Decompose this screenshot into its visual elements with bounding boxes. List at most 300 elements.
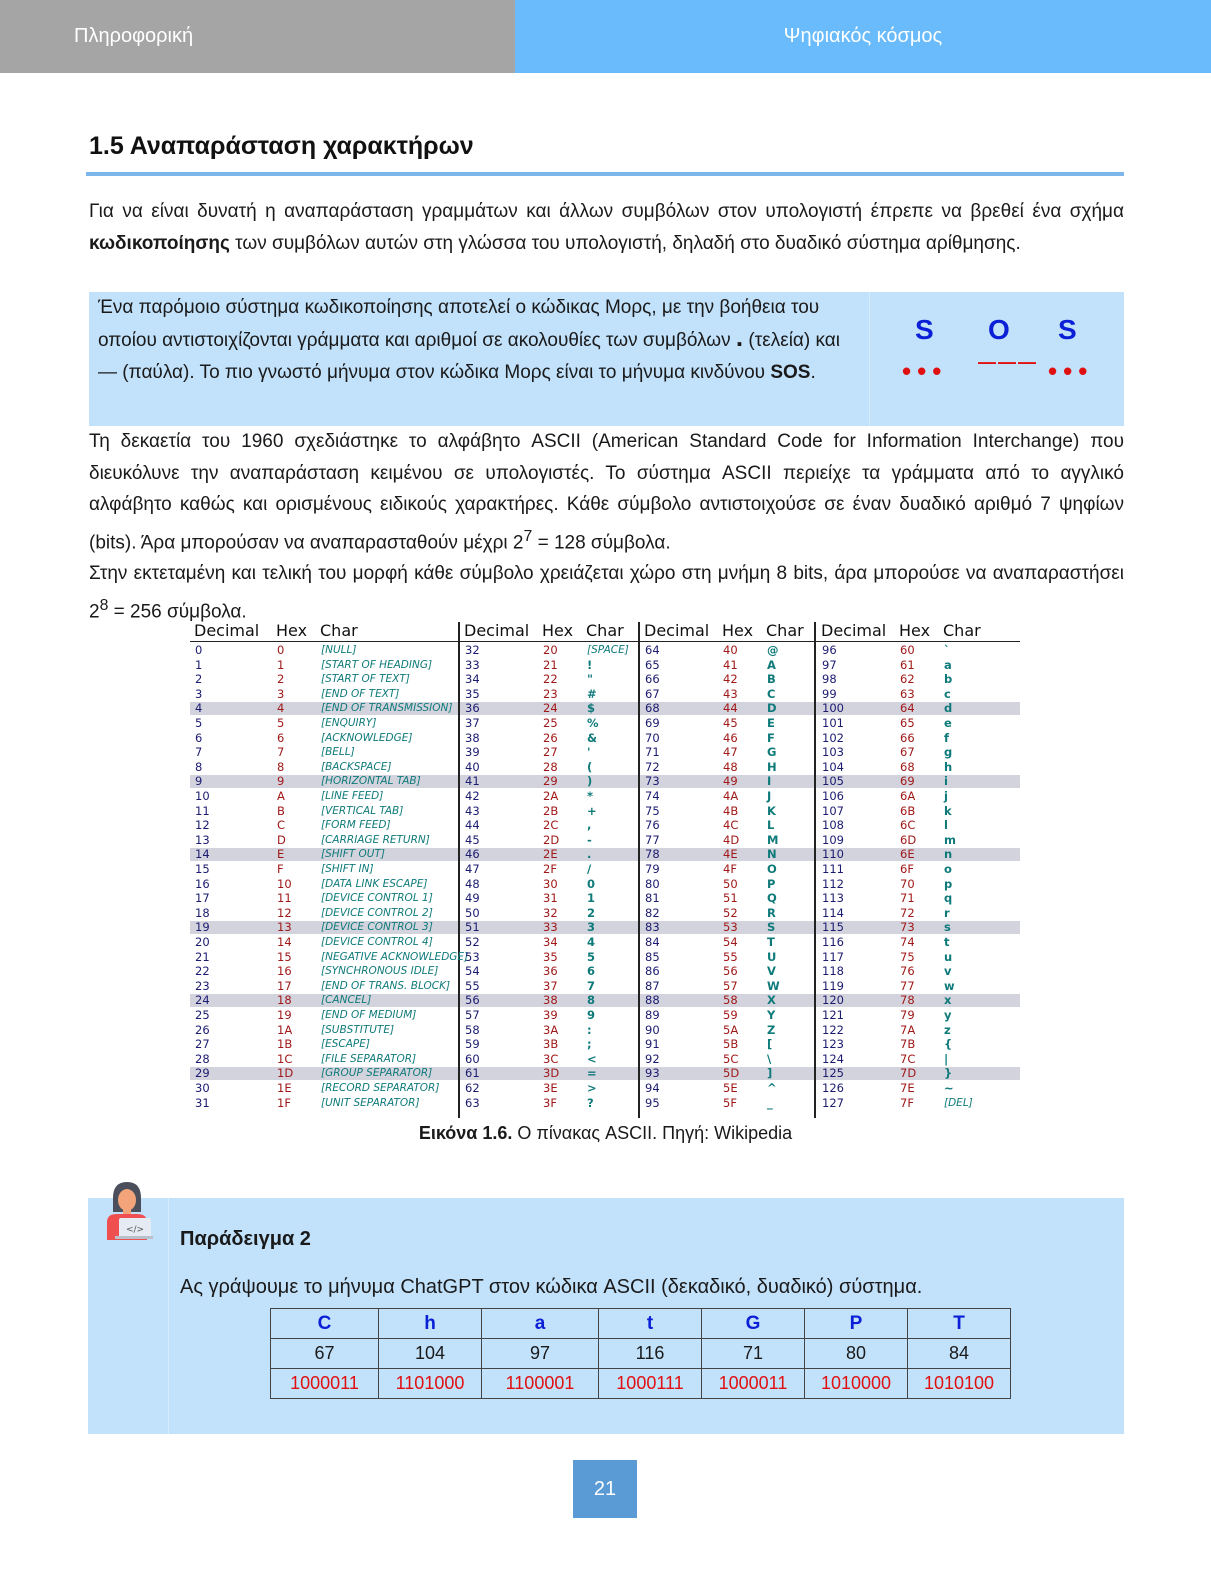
hex-cell: 41 bbox=[723, 657, 738, 672]
hex-cell: 6C bbox=[900, 818, 916, 833]
decimal-cell: 51 bbox=[465, 920, 480, 935]
char-cell: f bbox=[944, 730, 950, 745]
decimal-cell: 22 bbox=[195, 964, 210, 979]
hex-cell: 1 bbox=[277, 657, 285, 672]
hex-cell: 73 bbox=[900, 920, 915, 935]
decimal-cell: 72 bbox=[645, 759, 660, 774]
decimal-cell: 54 bbox=[465, 964, 480, 979]
hex-cell: B bbox=[277, 803, 285, 818]
hex-cell: 4A bbox=[723, 789, 739, 803]
hex-cell: 59 bbox=[723, 1008, 738, 1022]
hex-cell: 70 bbox=[900, 876, 915, 891]
decimal-cell: 41 bbox=[465, 774, 480, 789]
decimal-cell: 97 bbox=[482, 1339, 599, 1369]
hex-cell: 65 bbox=[900, 716, 915, 730]
decimal-cell: 96 bbox=[822, 643, 837, 657]
decimal-cell: 28 bbox=[195, 1051, 210, 1066]
ascii-row bbox=[195, 804, 465, 819]
char-cell: 2 bbox=[587, 905, 596, 920]
char-cell: | bbox=[944, 1051, 949, 1066]
decimal-cell: 52 bbox=[465, 935, 480, 949]
ascii-row bbox=[465, 658, 643, 673]
decimal-cell: 92 bbox=[645, 1051, 660, 1066]
math-base: 2 bbox=[89, 601, 100, 623]
decimal-cell: 25 bbox=[195, 1008, 210, 1022]
ascii-row bbox=[822, 1052, 1000, 1067]
text: των συμβόλων αυτών στη γλώσσα του υπολογιστή, δηλαδή στο δυαδικό σύστημα αρίθμησης. bbox=[229, 232, 1021, 254]
decimal-cell: 11 bbox=[195, 803, 210, 818]
char-cell: Z bbox=[767, 1022, 776, 1037]
hex-cell: 2A bbox=[543, 789, 559, 803]
ascii-row bbox=[645, 731, 823, 746]
char-cell: [NEGATIVE ACKNOWLEDGE] bbox=[321, 950, 469, 963]
decimal-cell: 90 bbox=[645, 1022, 660, 1037]
hex-cell: 5D bbox=[723, 1066, 740, 1081]
ascii-row bbox=[195, 745, 465, 760]
char-cell: [DEVICE CONTROL 1] bbox=[321, 892, 433, 905]
decimal-cell: 67 bbox=[645, 686, 660, 701]
header-hex: Hex bbox=[542, 621, 574, 640]
decimal-cell: 104 bbox=[379, 1339, 482, 1369]
decimal-cell: 97 bbox=[822, 657, 837, 672]
binary-cell: 1000011 bbox=[271, 1369, 379, 1399]
decimal-cell: 82 bbox=[645, 905, 660, 920]
char-cell: k bbox=[944, 803, 952, 818]
ascii-row bbox=[822, 672, 1000, 687]
ascii-row bbox=[822, 643, 1000, 658]
ascii-row bbox=[822, 906, 1000, 921]
char-cell: 7 bbox=[587, 978, 596, 993]
hex-cell: 15 bbox=[277, 949, 292, 964]
hex-cell: 44 bbox=[723, 701, 738, 716]
ascii-row bbox=[645, 979, 823, 994]
ascii-column-header bbox=[194, 622, 464, 640]
ascii-row bbox=[465, 993, 643, 1008]
header-char: Char bbox=[766, 621, 804, 640]
decimal-cell: 69 bbox=[645, 716, 660, 730]
decimal-cell: 36 bbox=[465, 701, 480, 716]
decimal-cell: 35 bbox=[465, 686, 480, 701]
decimal-cell: 61 bbox=[465, 1066, 480, 1081]
hex-cell: 37 bbox=[543, 978, 558, 993]
char-cell: ) bbox=[587, 774, 593, 789]
ascii-column-header bbox=[821, 622, 999, 640]
char-cell: [BACKSPACE] bbox=[321, 760, 392, 773]
hex-cell: 7 bbox=[277, 745, 285, 760]
decimal-cell: 4 bbox=[195, 701, 203, 716]
hex-cell: 28 bbox=[543, 759, 558, 774]
decimal-cell: 115 bbox=[822, 920, 844, 935]
decimal-cell: 16 bbox=[195, 876, 210, 891]
hex-cell: 17 bbox=[277, 978, 292, 993]
char-cell: < bbox=[587, 1051, 597, 1066]
chatgpt-ascii-table bbox=[270, 1308, 1011, 1399]
char-cell: 3 bbox=[587, 920, 596, 935]
decimal-cell: 80 bbox=[645, 876, 660, 891]
decimal-cell: 87 bbox=[645, 978, 660, 993]
char-cell: [END OF TRANSMISSION] bbox=[321, 702, 453, 715]
decimal-cell: 106 bbox=[822, 789, 844, 803]
ascii-row bbox=[645, 1096, 823, 1111]
char-cell: l bbox=[944, 818, 948, 833]
decimal-cell: 80 bbox=[805, 1339, 908, 1369]
hex-cell: 66 bbox=[900, 730, 915, 745]
char-cell: g bbox=[944, 745, 953, 760]
decimal-cell: 104 bbox=[822, 759, 844, 774]
char-cell: ( bbox=[587, 759, 593, 774]
header-subject: Πληροφορική bbox=[0, 0, 515, 73]
char-cell: [GROUP SEPARATOR] bbox=[321, 1067, 433, 1080]
ascii-row bbox=[822, 804, 1000, 819]
ascii-row bbox=[195, 716, 465, 731]
decimal-cell: 49 bbox=[465, 891, 480, 906]
decimal-cell: 14 bbox=[195, 847, 210, 862]
hex-cell: 6F bbox=[900, 862, 914, 876]
decimal-cell: 17 bbox=[195, 891, 210, 906]
hex-cell: 34 bbox=[543, 935, 558, 949]
binary-cell: 1010000 bbox=[805, 1369, 908, 1399]
hex-cell: 7F bbox=[900, 1095, 914, 1110]
char-cell: [NULL] bbox=[321, 644, 357, 656]
ascii-row bbox=[645, 1023, 823, 1038]
hex-cell: 2D bbox=[543, 832, 560, 847]
decimal-cell: 109 bbox=[822, 832, 844, 847]
char-cell: [SPACE] bbox=[587, 644, 629, 656]
hex-cell: 31 bbox=[543, 891, 558, 906]
dot-symbol: . bbox=[735, 321, 744, 352]
decimal-cell: 50 bbox=[465, 905, 480, 920]
ascii-row bbox=[195, 731, 465, 746]
morse-info-box bbox=[89, 292, 1124, 426]
ascii-row bbox=[822, 891, 1000, 906]
ascii-row bbox=[645, 745, 823, 760]
ascii-row bbox=[195, 877, 465, 892]
ascii-row bbox=[465, 804, 643, 819]
decimal-cell: 0 bbox=[195, 643, 203, 657]
char-cell: C bbox=[767, 686, 776, 701]
decimal-cell: 43 bbox=[465, 803, 480, 818]
decimal-cell: 64 bbox=[645, 643, 660, 657]
char-cell: [END OF MEDIUM] bbox=[321, 1009, 417, 1021]
ascii-column-header bbox=[644, 622, 822, 640]
decimal-cell: 125 bbox=[822, 1066, 844, 1081]
ascii-row bbox=[465, 906, 643, 921]
hex-cell: 2C bbox=[543, 818, 559, 833]
binary-row bbox=[271, 1369, 1011, 1399]
char-cell: [FILE SEPARATOR] bbox=[321, 1052, 417, 1065]
hex-cell: 10 bbox=[277, 876, 292, 891]
hex-cell: 11 bbox=[277, 891, 292, 906]
decimal-cell: 83 bbox=[645, 920, 660, 935]
char-cell: @ bbox=[767, 643, 779, 657]
ascii-row bbox=[645, 1066, 823, 1081]
hex-cell: 60 bbox=[900, 643, 915, 657]
hex-cell: 3A bbox=[543, 1022, 559, 1037]
hex-cell: 20 bbox=[543, 643, 558, 657]
char-cell: ? bbox=[587, 1095, 594, 1110]
decimal-cell: 71 bbox=[702, 1339, 805, 1369]
hex-cell: 48 bbox=[723, 759, 738, 774]
hex-cell: 19 bbox=[277, 1008, 292, 1022]
hex-cell: 3B bbox=[543, 1037, 559, 1052]
decimal-cell: 3 bbox=[195, 686, 203, 701]
hex-cell: 3 bbox=[277, 686, 285, 701]
ascii-row bbox=[465, 731, 643, 746]
hex-cell: C bbox=[277, 818, 286, 833]
char-cell: J bbox=[767, 789, 772, 803]
ascii-row bbox=[195, 993, 465, 1008]
ascii-row bbox=[822, 760, 1000, 775]
section-title: 1.5 Αναπαράσταση χαρακτήρων bbox=[89, 132, 474, 160]
hex-cell: 67 bbox=[900, 745, 915, 760]
ascii-row bbox=[645, 1081, 823, 1096]
ascii-row bbox=[645, 1052, 823, 1067]
char-cell: x bbox=[944, 993, 952, 1008]
decimal-cell: 118 bbox=[822, 964, 844, 979]
decimal-cell: 19 bbox=[195, 920, 210, 935]
decimal-cell: 98 bbox=[822, 672, 837, 687]
decimal-cell: 119 bbox=[822, 978, 844, 993]
hex-cell: 54 bbox=[723, 935, 738, 949]
char-cell: Q bbox=[767, 891, 777, 906]
decimal-cell: 68 bbox=[645, 701, 660, 716]
hex-cell: 25 bbox=[543, 716, 558, 730]
hex-cell: 68 bbox=[900, 759, 915, 774]
math-base: 2 bbox=[512, 531, 524, 553]
programmer-laptop-icon bbox=[103, 1178, 153, 1240]
header-decimal: Decimal bbox=[194, 621, 260, 640]
hex-cell: 5E bbox=[723, 1081, 738, 1095]
ascii-row bbox=[465, 1023, 643, 1038]
char-cell: [ENQUIRY] bbox=[321, 717, 377, 729]
ascii-row bbox=[195, 1096, 465, 1111]
ascii-row bbox=[195, 847, 465, 862]
decimal-cell: 8 bbox=[195, 759, 203, 774]
char-cell: 8 bbox=[587, 993, 596, 1008]
char-cell: . bbox=[587, 847, 592, 862]
decimal-cell: 21 bbox=[195, 949, 210, 964]
sos-diagram bbox=[870, 292, 1124, 426]
decimal-cell: 107 bbox=[822, 803, 844, 818]
ascii-row bbox=[195, 906, 465, 921]
morse-letter: O bbox=[988, 314, 1010, 345]
char-cell: h bbox=[379, 1309, 482, 1339]
decimal-cell: 37 bbox=[465, 716, 480, 730]
binary-cell: 1000111 bbox=[599, 1369, 702, 1399]
char-cell: T bbox=[767, 935, 775, 949]
char-cell: h bbox=[944, 759, 953, 774]
ascii-row bbox=[645, 716, 823, 731]
decimal-cell: 32 bbox=[465, 643, 480, 657]
ascii-row bbox=[195, 643, 465, 658]
decimal-cell: 5 bbox=[195, 716, 203, 730]
ascii-row bbox=[822, 1008, 1000, 1023]
char-cell: t bbox=[599, 1309, 702, 1339]
math-exponent: 8 bbox=[99, 596, 109, 614]
decimal-cell: 47 bbox=[465, 862, 480, 876]
decimal-cell: 112 bbox=[822, 876, 844, 891]
char-cell: - bbox=[587, 832, 592, 847]
decimal-cell: 81 bbox=[645, 891, 660, 906]
char-cell: m bbox=[944, 832, 956, 847]
decimal-cell: 75 bbox=[645, 803, 660, 818]
char-cell: \ bbox=[767, 1051, 772, 1066]
header-hex: Hex bbox=[722, 621, 754, 640]
char-cell: [DEL] bbox=[944, 1096, 973, 1109]
hex-cell: 46 bbox=[723, 730, 738, 745]
morse-code: ——— bbox=[978, 352, 1038, 372]
ascii-row bbox=[195, 760, 465, 775]
decimal-cell: 45 bbox=[465, 832, 480, 847]
char-cell: 1 bbox=[587, 891, 596, 906]
char-cell: % bbox=[587, 716, 599, 730]
char-cell: D bbox=[767, 701, 777, 716]
char-cell: $ bbox=[587, 701, 596, 716]
decimal-cell: 76 bbox=[645, 818, 660, 833]
decimal-cell: 66 bbox=[645, 672, 660, 687]
char-cell: [ACKNOWLEDGE] bbox=[321, 731, 413, 744]
char-cell: P bbox=[767, 876, 776, 891]
hex-cell: 35 bbox=[543, 949, 558, 964]
decimal-cell: 111 bbox=[822, 862, 844, 876]
char-cell: [END OF TRANS. BLOCK] bbox=[321, 979, 451, 992]
decimal-cell: 99 bbox=[822, 686, 837, 701]
hex-cell: 49 bbox=[723, 774, 738, 789]
header-decimal: Decimal bbox=[464, 621, 530, 640]
hex-cell: 1F bbox=[277, 1095, 291, 1110]
ascii-row bbox=[195, 1066, 465, 1081]
ascii-row bbox=[465, 716, 643, 731]
hex-cell: 58 bbox=[723, 993, 738, 1008]
ascii-row bbox=[465, 979, 643, 994]
ascii-row bbox=[822, 950, 1000, 965]
char-cell: 4 bbox=[587, 935, 596, 949]
char-cell: S bbox=[767, 920, 776, 935]
decimal-cell: 95 bbox=[645, 1095, 660, 1110]
hex-cell: 51 bbox=[723, 891, 738, 906]
decimal-cell: 53 bbox=[465, 949, 480, 964]
char-cell: [VERTICAL TAB] bbox=[321, 804, 404, 817]
header-decimal: Decimal bbox=[644, 621, 710, 640]
ascii-row bbox=[195, 687, 465, 702]
ascii-row bbox=[465, 1037, 643, 1052]
hex-cell: 3C bbox=[543, 1051, 559, 1066]
hex-cell: 16 bbox=[277, 964, 292, 979]
decimal-cell: 1 bbox=[195, 657, 203, 672]
hex-cell: 1C bbox=[277, 1051, 293, 1066]
char-cell: V bbox=[767, 964, 776, 979]
dash-symbol: — bbox=[98, 362, 117, 383]
ascii-row bbox=[465, 877, 643, 892]
decimal-cell: 29 bbox=[195, 1066, 210, 1081]
char-cell: T bbox=[908, 1309, 1011, 1339]
char-cell: [UNIT SEPARATOR] bbox=[321, 1096, 420, 1109]
figure-caption bbox=[0, 1123, 1211, 1144]
hex-cell: 6A bbox=[900, 789, 916, 803]
text: . bbox=[810, 362, 816, 383]
hex-cell: 4D bbox=[723, 832, 740, 847]
title-underline bbox=[86, 172, 1124, 176]
decimal-cell: 116 bbox=[822, 935, 844, 949]
char-cell: / bbox=[587, 862, 592, 876]
char-cell: : bbox=[587, 1022, 592, 1037]
decimal-cell: 15 bbox=[195, 862, 210, 876]
hex-cell: 2E bbox=[543, 847, 558, 862]
char-cell: ^ bbox=[767, 1081, 777, 1095]
ascii-paragraph bbox=[89, 426, 1124, 628]
char-cell: ; bbox=[587, 1037, 592, 1052]
decimal-cell: 6 bbox=[195, 730, 203, 745]
ascii-row bbox=[465, 862, 643, 877]
decimal-cell: 23 bbox=[195, 978, 210, 993]
ascii-row bbox=[645, 804, 823, 819]
decimal-cell: 18 bbox=[195, 905, 210, 920]
decimal-cell: 7 bbox=[195, 745, 203, 760]
morse-code: ••• bbox=[1048, 356, 1094, 386]
hex-cell: 32 bbox=[543, 905, 558, 920]
decimal-cell: 60 bbox=[465, 1051, 480, 1066]
ascii-row bbox=[822, 731, 1000, 746]
ascii-row bbox=[822, 658, 1000, 673]
page-number: 21 bbox=[573, 1460, 637, 1518]
char-cell: I bbox=[767, 774, 772, 789]
hex-cell: 24 bbox=[543, 701, 558, 716]
char-cell: j bbox=[944, 789, 948, 803]
hex-cell: 7C bbox=[900, 1051, 916, 1066]
char-cell: ! bbox=[587, 657, 593, 672]
ascii-row bbox=[822, 818, 1000, 833]
ascii-row bbox=[195, 935, 465, 950]
char-cell: z bbox=[944, 1022, 951, 1037]
hex-cell: 39 bbox=[543, 1008, 558, 1022]
header-rule bbox=[190, 641, 1020, 642]
text: Τη δεκαετία του 1960 σχεδιάστηκε το αλφάβητο ASCII (American Standard Code for Information Interchange) που διευκόλυνε την αναπαράσταση κειμένου σε υπολογιστές. Το σύστημα ASCII περιείχε τα γράμματα από το αγγλικό αλφάβητο καθώς και ορισμένους ειδικούς χαρακτήρες. Κάθε σύμβολο αντιστοιχούσε σε έναν δυαδικό αριθμό 7 ψηφίων (bits). Άρα μπορούσαν να αναπαρασταθούν μέχρι bbox=[89, 431, 1124, 553]
decimal-cell: 124 bbox=[822, 1051, 844, 1066]
hex-cell: 12 bbox=[277, 905, 292, 920]
hex-cell: 61 bbox=[900, 657, 915, 672]
hex-cell: 5F bbox=[723, 1095, 737, 1110]
ascii-row bbox=[465, 847, 643, 862]
ascii-row bbox=[465, 891, 643, 906]
char-cell: R bbox=[767, 905, 776, 920]
char-cell: , bbox=[587, 818, 592, 833]
char-cell: G bbox=[767, 745, 777, 760]
ascii-row bbox=[465, 1052, 643, 1067]
header-char: Char bbox=[586, 621, 624, 640]
binary-cell: 1010100 bbox=[908, 1369, 1011, 1399]
ascii-row bbox=[465, 1081, 643, 1096]
char-cell: v bbox=[944, 964, 952, 979]
ascii-row bbox=[822, 716, 1000, 731]
ascii-row bbox=[195, 1052, 465, 1067]
hex-cell: 3E bbox=[543, 1081, 558, 1095]
char-cell: [END OF TEXT] bbox=[321, 687, 400, 700]
text: = 256 σύμβολα. bbox=[108, 601, 247, 623]
ascii-row bbox=[195, 862, 465, 877]
char-cell: N bbox=[767, 847, 777, 862]
decimal-cell: 100 bbox=[822, 701, 844, 716]
decimal-cell: 56 bbox=[465, 993, 480, 1008]
hex-cell: 5A bbox=[723, 1022, 739, 1037]
char-cell: [SYNCHRONOUS IDLE] bbox=[321, 965, 439, 978]
char-cell: [DEVICE CONTROL 4] bbox=[321, 936, 433, 948]
decimal-cell: 101 bbox=[822, 716, 844, 730]
char-cell: O bbox=[767, 862, 777, 876]
ascii-row bbox=[195, 833, 465, 848]
char-cell: ~ bbox=[944, 1081, 954, 1095]
hex-cell: 0 bbox=[277, 643, 285, 657]
char-cell: [SHIFT IN] bbox=[321, 863, 374, 875]
